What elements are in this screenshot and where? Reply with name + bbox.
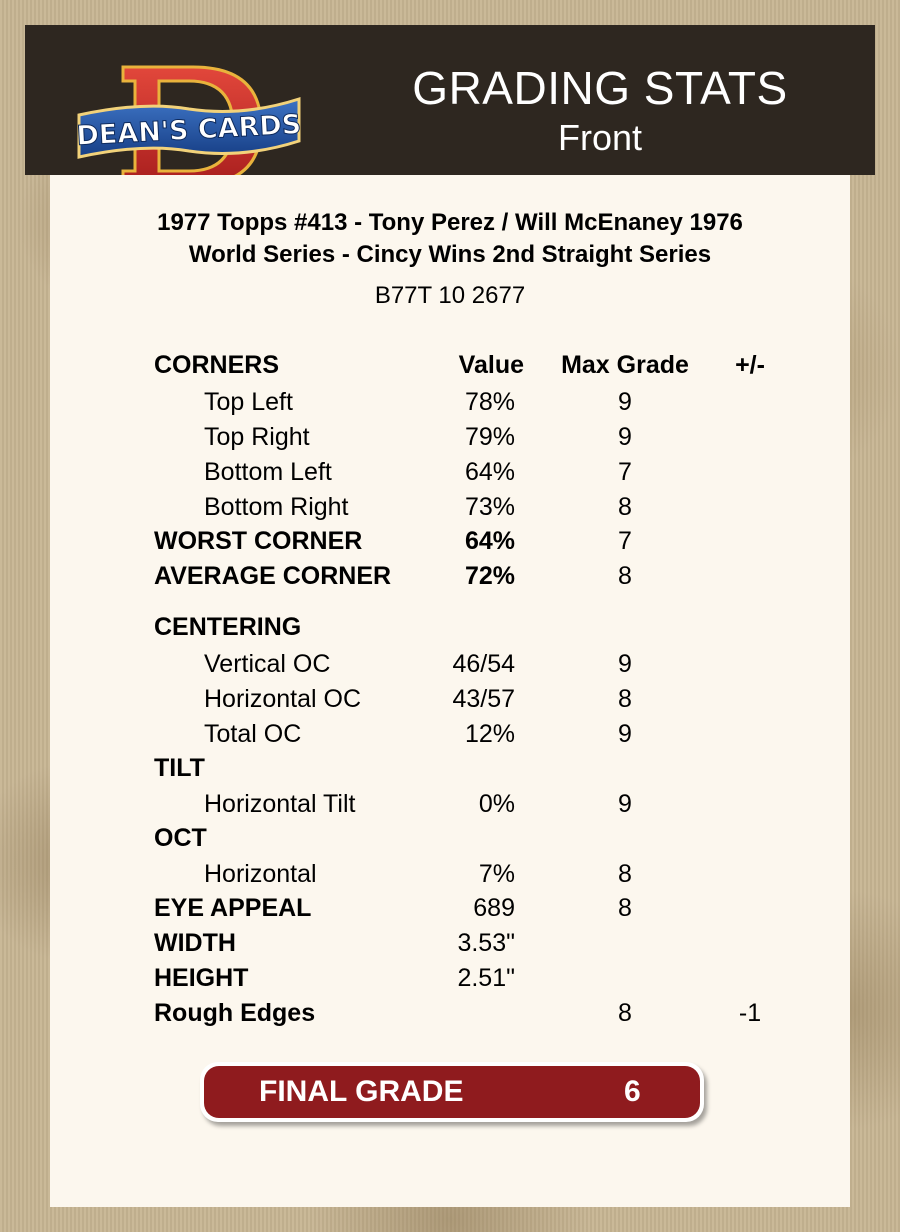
row-label: WIDTH: [154, 929, 236, 957]
deans-cards-logo: [73, 63, 305, 189]
section-heading: [50, 822, 850, 854]
row-max-grade: 9: [618, 650, 632, 678]
final-grade-label: FINAL GRADE: [259, 1075, 464, 1108]
section-heading: [50, 611, 850, 643]
table-row: [50, 788, 850, 820]
row-label: TILT: [154, 754, 205, 782]
row-value: 689: [473, 894, 515, 922]
row-value: 12%: [464, 720, 515, 748]
grading-panel: [50, 175, 850, 1207]
final-grade-badge: [204, 1066, 700, 1118]
row-label: Bottom Left: [204, 458, 332, 486]
table-row: [50, 683, 850, 715]
row-label: Vertical OC: [204, 650, 331, 678]
row-max-grade: 8: [618, 562, 632, 590]
table-row: [50, 927, 850, 959]
row-max-grade: 8: [618, 894, 632, 922]
row-label: Bottom Right: [204, 493, 349, 521]
row-max-grade: 8: [618, 860, 632, 888]
row-label: EYE APPEAL: [154, 894, 312, 922]
card-title: [50, 207, 850, 271]
row-label: Horizontal: [204, 860, 317, 888]
row-label: Horizontal Tilt: [204, 790, 356, 818]
row-value: 64%: [464, 458, 515, 486]
table-row: [50, 858, 850, 890]
card-code: B77T 10 2677: [374, 282, 526, 309]
row-max-grade: 9: [618, 423, 632, 451]
row-value: 79%: [464, 423, 515, 451]
row-max-grade: 8: [618, 999, 632, 1027]
table-row: [50, 997, 850, 1029]
row-value: 73%: [464, 493, 515, 521]
page-subtitle: Front: [557, 117, 643, 158]
table-row: [50, 560, 850, 592]
row-label: OCT: [154, 824, 207, 852]
row-max-grade: 9: [618, 720, 632, 748]
row-label: CENTERING: [154, 613, 302, 641]
table-row: [50, 718, 850, 750]
table-row: [50, 456, 850, 488]
section-heading: [50, 752, 850, 784]
final-grade-box: [200, 1062, 704, 1122]
header-bar: [25, 25, 875, 175]
row-value: 2.51": [457, 964, 515, 992]
table-row: [50, 386, 850, 418]
row-value: 3.53": [457, 929, 515, 957]
row-label: WORST CORNER: [154, 527, 363, 555]
row-label: Total OC: [204, 720, 302, 748]
table-row: [50, 648, 850, 680]
final-grade-value: 6: [624, 1075, 641, 1108]
table-row: [50, 421, 850, 453]
logo-text: DEAN'S CARDS: [75, 109, 302, 152]
row-max-grade: 8: [618, 493, 632, 521]
row-value: 72%: [464, 562, 515, 590]
row-value: 0%: [478, 790, 515, 818]
row-value: 7%: [478, 860, 515, 888]
header-max-grade: Max Grade: [561, 351, 689, 379]
row-label: Top Right: [204, 423, 310, 451]
row-label: Horizontal OC: [204, 685, 361, 713]
header-plus-minus: +/-: [735, 351, 765, 379]
header-corners: CORNERS: [154, 351, 280, 379]
row-max-grade: 8: [618, 685, 632, 713]
row-label: Rough Edges: [154, 999, 316, 1027]
table-header: [50, 349, 850, 381]
row-label: HEIGHT: [154, 964, 249, 992]
table-row: [50, 491, 850, 523]
row-value: 46/54: [452, 650, 515, 678]
page-title: GRADING STATS: [412, 62, 788, 114]
row-plus-minus: -1: [738, 999, 762, 1027]
row-value: 64%: [464, 527, 515, 555]
row-value: 43/57: [452, 685, 515, 713]
row-label: AVERAGE CORNER: [154, 562, 392, 590]
row-max-grade: 7: [618, 527, 632, 555]
row-value: 78%: [464, 388, 515, 416]
card-title-line-2: World Series - Cincy Wins 2nd Straight Series: [188, 241, 712, 268]
table-row: [50, 892, 850, 924]
row-max-grade: 9: [618, 388, 632, 416]
row-label: Top Left: [204, 388, 293, 416]
header-value: Value: [458, 351, 524, 379]
row-max-grade: 9: [618, 790, 632, 818]
row-max-grade: 7: [618, 458, 632, 486]
table-row: [50, 525, 850, 557]
card-title-line-1: 1977 Topps #413 - Tony Perez / Will McEnaney 1976: [157, 209, 743, 236]
table-row: [50, 962, 850, 994]
